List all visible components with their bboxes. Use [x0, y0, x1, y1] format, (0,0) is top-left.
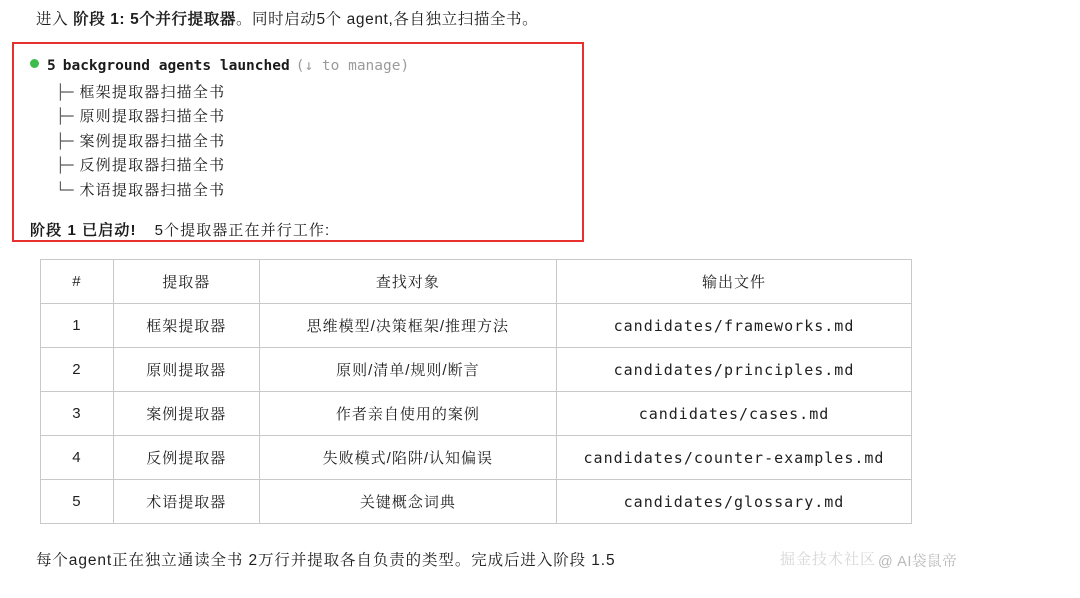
cell-output-file: candidates/frameworks.md — [556, 304, 911, 348]
cell-num: 3 — [41, 392, 114, 436]
table-row — [41, 304, 912, 348]
list-item — [56, 154, 568, 178]
cell-find: 失败模式/陷阱/认知偏误 — [259, 436, 556, 480]
cell-output-file: candidates/cases.md — [556, 392, 911, 436]
cell-find: 原则/清单/规则/断言 — [259, 348, 556, 392]
tree-branch-icon: ├─ — [56, 158, 74, 175]
launch-text: background agents launched — [62, 58, 290, 74]
table-row — [41, 348, 912, 392]
cell-output-file: candidates/glossary.md — [556, 480, 911, 524]
table-row — [41, 392, 912, 436]
intro-paragraph — [36, 8, 538, 31]
phase-started-rest: 5个提取器正在并行工作: — [154, 222, 331, 240]
agents-launched-line — [30, 58, 568, 74]
cell-num: 5 — [41, 480, 114, 524]
cell-extractor: 原则提取器 — [113, 348, 259, 392]
agent-label: 术语提取器扫描全书 — [79, 181, 226, 199]
cell-num: 2 — [41, 348, 114, 392]
status-dot-icon — [30, 59, 39, 68]
terminal-output-box — [12, 42, 584, 242]
agent-label: 原则提取器扫描全书 — [79, 108, 226, 126]
agent-label: 案例提取器扫描全书 — [79, 132, 226, 150]
cell-find: 思维模型/决策框架/推理方法 — [259, 304, 556, 348]
table-row — [41, 480, 912, 524]
tree-branch-icon: └─ — [56, 182, 74, 199]
watermark-community: 掘金技术社区 — [780, 551, 877, 568]
cell-find: 作者亲自使用的案例 — [259, 392, 556, 436]
intro-prefix: 进入 — [36, 11, 74, 28]
cell-extractor: 术语提取器 — [113, 480, 259, 524]
intro-bold: 阶段 1: 5个并行提取器 — [73, 11, 236, 28]
table-header-extractor: 提取器 — [113, 260, 259, 304]
terminal-inner — [14, 44, 582, 250]
cell-num: 1 — [41, 304, 114, 348]
cell-find: 关键概念词典 — [259, 480, 556, 524]
cell-output-file: candidates/counter-examples.md — [556, 436, 911, 480]
agent-label: 框架提取器扫描全书 — [79, 84, 226, 101]
agent-label: 反例提取器扫描全书 — [79, 157, 226, 175]
table-header-num: # — [41, 260, 114, 304]
agent-tree — [30, 81, 568, 203]
table-row — [41, 436, 912, 480]
tree-branch-icon: ├─ — [56, 109, 74, 126]
table-header-row — [41, 260, 912, 304]
tree-branch-icon: ├─ — [56, 133, 74, 150]
list-item — [56, 130, 568, 154]
phase-started-note — [30, 219, 568, 240]
footer-paragraph: 每个agent正在独立通读全书 2万行并提取各自负责的类型。完成后进入阶段 1.5 — [36, 552, 616, 569]
intro-suffix: 。同时启动5个 agent,各自独立扫描全书。 — [235, 11, 539, 28]
list-item — [56, 179, 568, 203]
launch-count: 5 — [47, 58, 56, 74]
cell-extractor: 框架提取器 — [113, 304, 259, 348]
cell-extractor: 反例提取器 — [113, 436, 259, 480]
cell-extractor: 案例提取器 — [113, 392, 259, 436]
watermark-author: @ AI袋鼠帝 — [878, 554, 958, 570]
table-header-output: 输出文件 — [556, 260, 911, 304]
table-header-find: 查找对象 — [259, 260, 556, 304]
phase-started-bold: 阶段 1 已启动! — [30, 222, 137, 240]
tree-branch-icon: ├─ — [56, 85, 74, 101]
cell-output-file: candidates/principles.md — [556, 348, 911, 392]
list-item — [56, 105, 568, 129]
cell-num: 4 — [41, 436, 114, 480]
extractors-table — [40, 259, 912, 524]
list-item — [56, 81, 568, 105]
manage-hint: (↓ to manage) — [295, 58, 410, 74]
